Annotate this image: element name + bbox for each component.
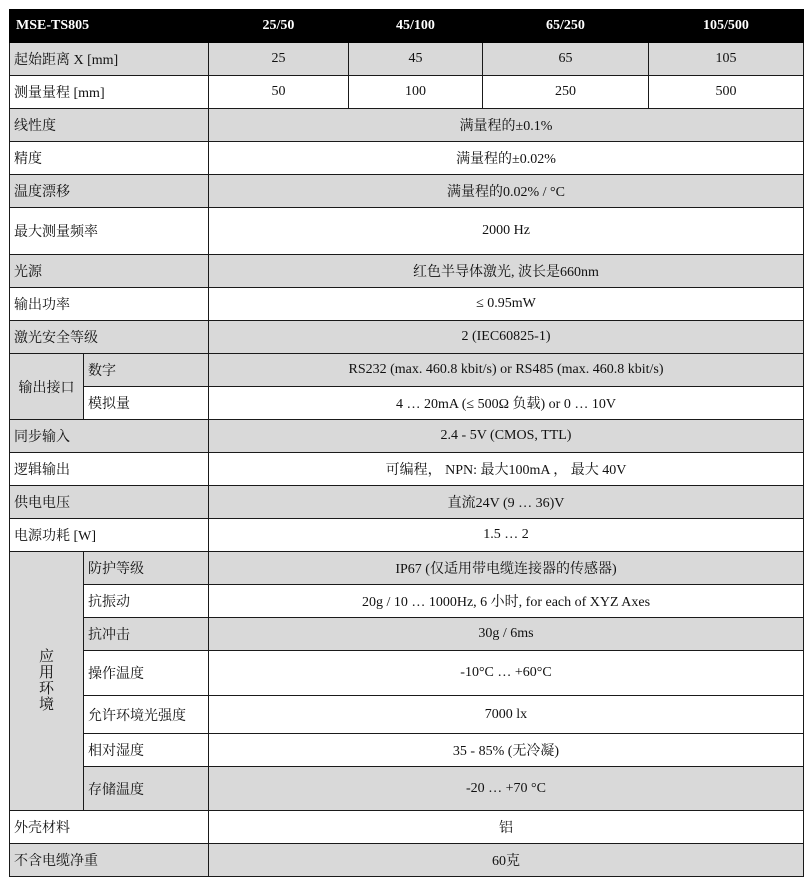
row-start-distance: [10, 43, 804, 76]
cell-value: 满量程的0.02% / °C: [209, 175, 804, 208]
row-sublabel: 抗冲击: [84, 618, 209, 651]
cell-value: 4 … 20mA (≤ 500Ω 负载) or 0 … 10V: [209, 387, 804, 420]
row-env-shock: [10, 618, 804, 651]
row-supply-voltage: [10, 486, 804, 519]
cell-value: 30g / 6ms: [209, 618, 804, 651]
variant-header: 65/250: [483, 10, 649, 43]
variant-header: 105/500: [649, 10, 804, 43]
model-header: MSE-TS805: [10, 10, 209, 43]
cell-value: 250: [483, 76, 649, 109]
cell-value: ≤ 0.95mW: [209, 288, 804, 321]
cell-value: 铝: [209, 811, 804, 844]
cell-value: 直流24V (9 … 36)V: [209, 486, 804, 519]
row-label: 线性度: [10, 109, 209, 142]
row-env-storage-temp: [10, 767, 804, 811]
row-sublabel: 存储温度: [84, 767, 209, 811]
cell-value: 7000 lx: [209, 696, 804, 734]
row-env-ambient-light: [10, 696, 804, 734]
cell-value: 45: [349, 43, 483, 76]
cell-value: 1.5 … 2: [209, 519, 804, 552]
row-sublabel: 数字: [84, 354, 209, 387]
cell-value: 100: [349, 76, 483, 109]
cell-value: 2000 Hz: [209, 208, 804, 255]
row-temp-drift: [10, 175, 804, 208]
row-label: 逻辑输出: [10, 453, 209, 486]
row-label: 同步输入: [10, 420, 209, 453]
row-sublabel: 模拟量: [84, 387, 209, 420]
row-sublabel: 相对湿度: [84, 734, 209, 767]
row-measuring-range: [10, 76, 804, 109]
row-linearity: [10, 109, 804, 142]
row-max-freq: [10, 208, 804, 255]
row-label: 供电电压: [10, 486, 209, 519]
row-env-protection: [10, 552, 804, 585]
row-power-consumption: [10, 519, 804, 552]
row-label: 光源: [10, 255, 209, 288]
row-label: 测量量程 [mm]: [10, 76, 209, 109]
output-interface-label: 输出接口: [10, 354, 84, 420]
row-label: 起始距离 X [mm]: [10, 43, 209, 76]
cell-value: IP67 (仅适用带电缆连接器的传感器): [209, 552, 804, 585]
cell-value: RS232 (max. 460.8 kbit/s) or RS485 (max. 460.8 kbit/s): [209, 354, 804, 387]
group-char: 环: [38, 681, 54, 697]
cell-value: 20g / 10 … 1000Hz, 6 小时, for each of XYZ Axes: [209, 585, 804, 618]
cell-value: 可编程， NPN: 最大100mA ， 最大 40V: [209, 453, 804, 486]
cell-value: 60克: [209, 844, 804, 877]
cell-value: 105: [649, 43, 804, 76]
spec-table: [9, 9, 804, 877]
row-light-source: [10, 255, 804, 288]
cell-value: -20 … +70 °C: [209, 767, 804, 811]
row-laser-class: [10, 321, 804, 354]
row-output-power: [10, 288, 804, 321]
row-label: 外壳材料: [10, 811, 209, 844]
row-output-digital: [10, 354, 804, 387]
row-weight: [10, 844, 804, 877]
cell-value: -10°C … +60°C: [209, 651, 804, 696]
row-sublabel: 操作温度: [84, 651, 209, 696]
variant-header: 25/50: [209, 10, 349, 43]
cell-value: 2.4 - 5V (CMOS, TTL): [209, 420, 804, 453]
cell-value: 65: [483, 43, 649, 76]
row-env-operating-temp: [10, 651, 804, 696]
row-label: 电源功耗 [W]: [10, 519, 209, 552]
row-label: 精度: [10, 142, 209, 175]
cell-value: 35 - 85% (无冷凝): [209, 734, 804, 767]
row-label: 最大测量频率: [10, 208, 209, 255]
group-char: 用: [38, 665, 54, 681]
row-label: 输出功率: [10, 288, 209, 321]
environment-group-label: [10, 552, 84, 811]
row-sync-input: [10, 420, 804, 453]
row-label: 激光安全等级: [10, 321, 209, 354]
cell-value: 500: [649, 76, 804, 109]
cell-value: 50: [209, 76, 349, 109]
cell-value: 满量程的±0.1%: [209, 109, 804, 142]
row-label: 温度漂移: [10, 175, 209, 208]
cell-value: 满量程的±0.02%: [209, 142, 804, 175]
row-label: 不含电缆净重: [10, 844, 209, 877]
row-sublabel: 防护等级: [84, 552, 209, 585]
cell-value: 红色半导体激光, 波长是660nm: [209, 255, 804, 288]
cell-value: 25: [209, 43, 349, 76]
header-row: [10, 10, 804, 43]
row-precision: [10, 142, 804, 175]
group-char: 应: [38, 649, 54, 665]
row-sublabel: 抗振动: [84, 585, 209, 618]
row-env-vibration: [10, 585, 804, 618]
variant-header: 45/100: [349, 10, 483, 43]
row-output-analog: [10, 387, 804, 420]
row-sublabel: 允许环境光强度: [84, 696, 209, 734]
row-logic-output: [10, 453, 804, 486]
row-housing: [10, 811, 804, 844]
group-char: 境: [38, 697, 54, 713]
cell-value: 2 (IEC60825-1): [209, 321, 804, 354]
row-env-humidity: [10, 734, 804, 767]
